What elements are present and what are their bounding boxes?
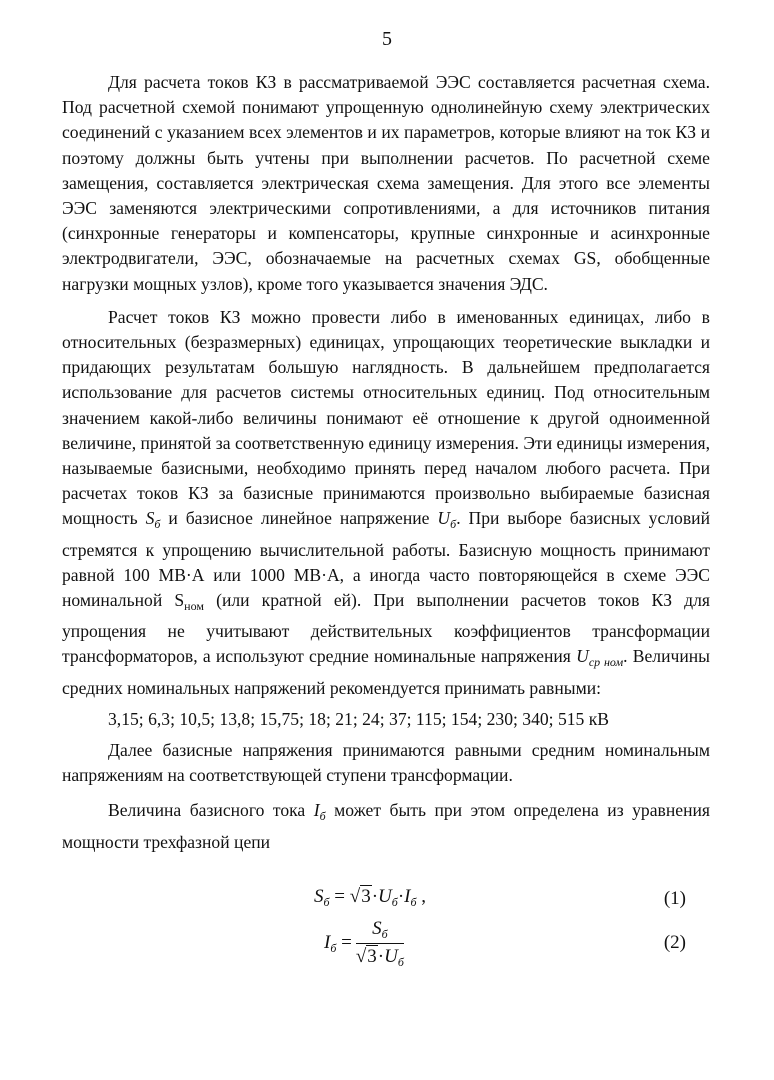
body-text — [62, 70, 710, 855]
paragraph-2-part-a: Расчет токов КЗ можно провести либо в именованных единицах, либо в относительных (безразмерных) единицах, упрощающих теоретические выкладки и придающих результатам большую наглядность. В дальнейшем предполагается использование для расчетов системы относительных единиц. Под относительным значением какой-либо величины понимают её отношение к другой одноименной величине, принятой за соответственную единицу измерения. Эти единицы измерения, называемые базисными, необходимо принять перед началом любого расчета. При расчетах токов КЗ за базисные принимаются произвольно выбираемые базисная мощность — [62, 306, 710, 529]
formula-2-fraction — [356, 918, 404, 970]
paragraph-2-part-c: . При выборе базисных условий стремятся к упрощению вычислительной работы. Базисную мощность принимают равной 100 МВ·А или 1000 МВ·А, а иногда часто повторяющейся в схеме ЭЭС номинальной S — [62, 508, 710, 611]
symbol-s-nom-subscript: ном — [184, 599, 204, 614]
paragraph-4 — [62, 798, 710, 854]
page-number: 5 — [382, 28, 392, 50]
symbol-s-base: $S_б$ — [145, 508, 161, 532]
paragraph-2-part-d: (или кратной ей). При выполнении расчетов токов КЗ для упрощения не учитывают действительных коэффициентов трансформации трансформаторов, а используют средние номинальные напряжения — [62, 590, 710, 667]
sqrt-symbol: √3 — [349, 886, 371, 907]
symbol-u-cp-nom: $U_{ср ном}$ — [576, 646, 624, 670]
symbol-i-base: $I_б$ — [313, 800, 326, 824]
formula-2 — [62, 918, 710, 974]
symbol-u-base: $U_б$ — [437, 508, 457, 532]
paragraph-2 — [62, 305, 710, 701]
paragraph-1: Для расчета токов КЗ в рассматриваемой ЭЭС составляется расчетная схема. Под расчетной схемой понимают упрощенную однолинейную схему электрических соединений с указанием всех элементов и их параметров, которые влияют на ток КЗ и поэтому должны быть учтены при выполнении расчетов. По расчетной схеме замещения, составляется электрическая схема замещения. Для этого все элементы ЭЭС заменяются электрическими сопротивлениями, а для источников питания (синхронные генераторы и компенсаторы, крупные синхронные и асинхронные электродвигатели, ЭЭС, обозначаемые на расчетных схемах GS, обобщенные нагрузки мощных узлов), кроме того указывается значения ЭДС. — [62, 72, 710, 294]
formula-2-number: (2) — [663, 932, 686, 953]
paragraph-2-part-b: и базисное линейное напряжение — [160, 508, 438, 529]
fraction-denominator: $√3\cdot U_б$ — [355, 946, 404, 969]
voltage-values-line: 3,15; 6,3; 10,5; 13,8; 15,75; 18; 21; 24; 37; 115; 154; 230; 340; 515 кВ — [108, 708, 610, 729]
paragraph-2-part-e: . Величины средних номинальных напряжений рекомендуется принимать равными: — [62, 646, 710, 698]
formula-1-expression: $S_б = √3\cdot U_б\cdot I_б$ , — [314, 886, 427, 909]
formula-1 — [62, 886, 710, 916]
paragraph-4-part-b: может быть при этом определена из уравнения мощности трехфазной цепи — [62, 800, 710, 852]
formula-2-expression: $I_б$ = $\frac{S_б}{√3\cdot U_б}$ — [324, 918, 404, 969]
paragraph-4-part-a: Величина базисного тока — [108, 800, 314, 821]
formula-1-number: (1) — [663, 888, 686, 909]
fraction-numerator: $S_б$ — [356, 918, 404, 944]
paragraph-3: Далее базисные напряжения принимаются равными средним номинальным напряжениям на соответствующей ступени трансформации. — [62, 740, 710, 786]
